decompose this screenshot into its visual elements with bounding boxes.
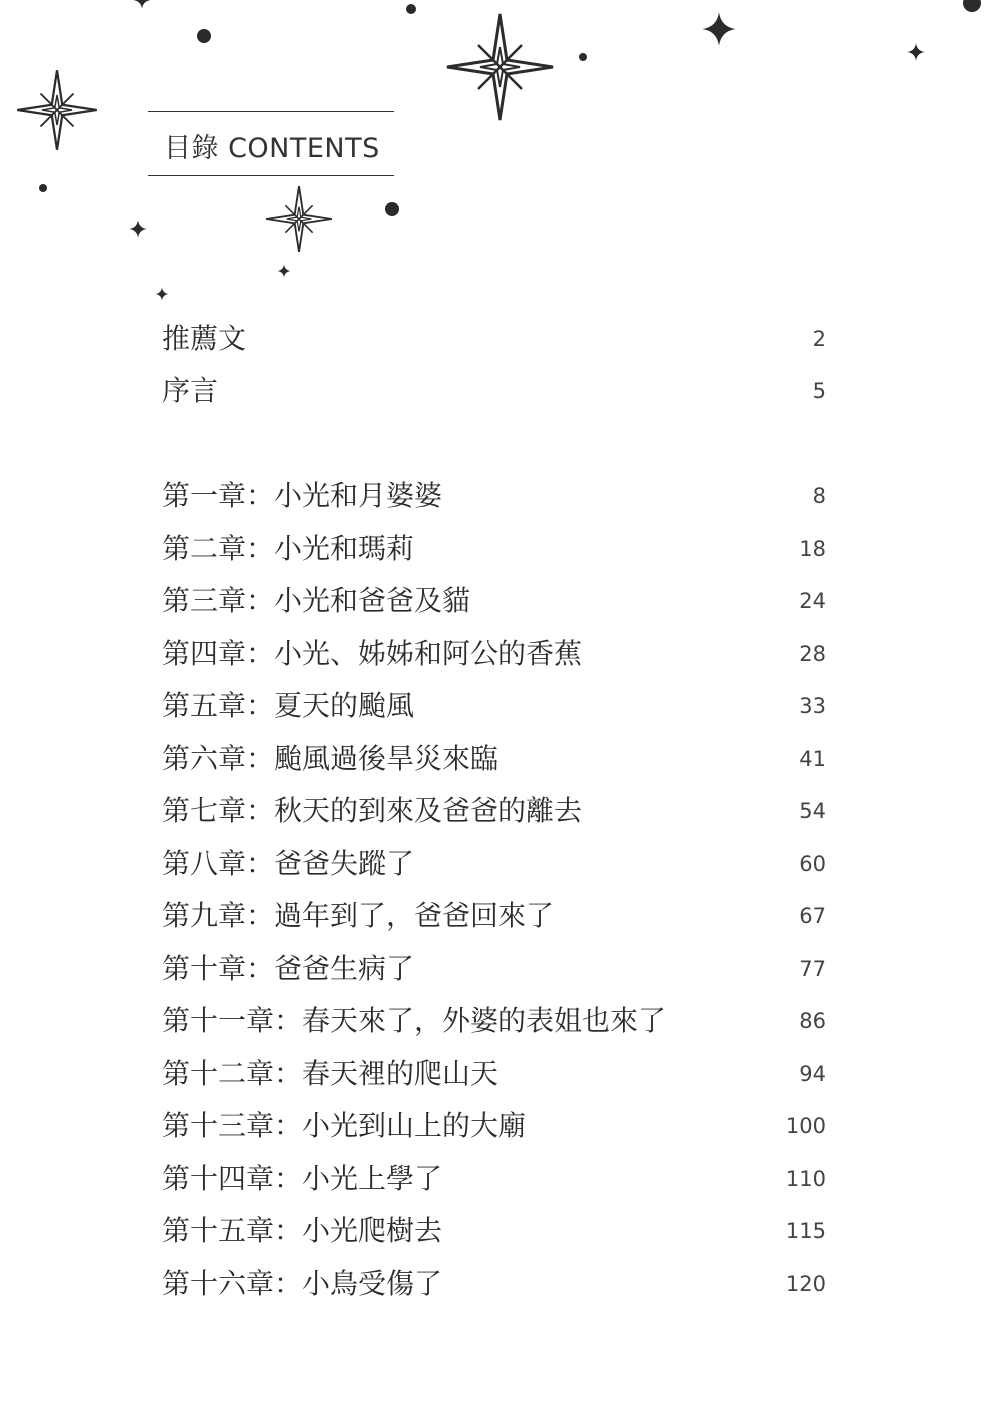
toc-entry-page: 100 (785, 1114, 826, 1138)
toc-entry-title: 第八章：爸爸失蹤了 (162, 847, 415, 880)
toc-entry-title: 第十一章：春天來了，外婆的表姐也來了 (162, 1004, 667, 1037)
toc-entry-page: 120 (785, 1272, 826, 1296)
toc-entry[interactable] (162, 476, 826, 516)
toc-entry[interactable] (162, 1054, 826, 1094)
page-title: 目錄 CONTENTS (164, 133, 380, 164)
toc-entry-page: 41 (799, 747, 826, 771)
toc-entry-title: 第四章：小光、姊姊和阿公的香蕉 (162, 637, 583, 670)
toc-entry-title: 第九章：過年到了，爸爸回來了 (162, 899, 555, 932)
dot-icon (579, 53, 587, 61)
toc-entry-title: 第十章：爸爸生病了 (162, 952, 415, 985)
toc-entry-page: 8 (812, 484, 826, 508)
toc-entry-page: 5 (812, 379, 826, 403)
star-decoration (0, 0, 1000, 360)
compass-star-icon (447, 14, 553, 120)
toc-entry[interactable] (162, 791, 826, 831)
toc-entry-title: 第七章：秋天的到來及爸爸的離去 (162, 794, 583, 827)
toc-entry[interactable] (162, 1159, 826, 1199)
toc-entry-title: 第十二章：春天裡的爬山天 (162, 1057, 499, 1090)
toc-entry[interactable] (162, 739, 826, 779)
toc-entry-title: 序言 (162, 374, 219, 407)
toc-entry[interactable] (162, 686, 826, 726)
compass-star-icon (266, 186, 332, 252)
four-point-star-icon (702, 12, 736, 46)
dot-icon (385, 202, 399, 216)
toc-entry[interactable] (162, 1001, 826, 1041)
four-point-star-icon (133, 0, 151, 9)
toc-entry[interactable] (162, 319, 826, 359)
toc-entry-page: 24 (799, 589, 826, 613)
toc-entry-page: 33 (799, 694, 826, 718)
toc-entry-title: 推薦文 (162, 322, 247, 355)
toc-entry[interactable] (162, 634, 826, 674)
toc-entry-title: 第五章：夏天的颱風 (162, 689, 415, 722)
toc-entry-page: 28 (799, 642, 826, 666)
contents-heading (148, 111, 394, 176)
four-point-star-icon (129, 220, 147, 238)
toc-entry[interactable] (162, 844, 826, 884)
toc-entry[interactable] (162, 1106, 826, 1146)
toc-entry-page: 54 (799, 799, 826, 823)
dot-icon (963, 0, 981, 12)
dot-icon (406, 4, 416, 14)
toc-entry-title: 第十四章：小光上學了 (162, 1162, 443, 1195)
toc-entry-page: 110 (785, 1167, 826, 1191)
toc-entry-page: 18 (799, 537, 826, 561)
toc-entry[interactable] (162, 1264, 826, 1304)
toc-entry-title: 第十六章：小鳥受傷了 (162, 1267, 443, 1300)
toc-entry-title: 第六章：颱風過後旱災來臨 (162, 742, 499, 775)
toc-entry-title: 第一章：小光和月婆婆 (162, 479, 443, 512)
toc-entry-page: 60 (799, 852, 826, 876)
toc-entry-page: 86 (799, 1009, 826, 1033)
toc-entry-title: 第二章：小光和瑪莉 (162, 532, 415, 565)
toc-entry-page: 115 (785, 1219, 826, 1243)
toc-entry-page: 77 (799, 957, 826, 981)
toc-entry[interactable] (162, 896, 826, 936)
toc-entry-title: 第三章：小光和爸爸及貓 (162, 584, 471, 617)
toc-entry-title: 第十三章：小光到山上的大廟 (162, 1109, 527, 1142)
dot-icon (197, 29, 211, 43)
four-point-star-icon (907, 43, 925, 61)
dot-icon (39, 184, 47, 192)
toc-entry-title: 第十五章：小光爬樹去 (162, 1214, 443, 1247)
toc-entry[interactable] (162, 1211, 826, 1251)
toc-entry[interactable] (162, 949, 826, 989)
toc-entry-page: 67 (799, 904, 826, 928)
compass-star-icon (17, 70, 97, 150)
toc-entry-page: 94 (799, 1062, 826, 1086)
toc-entry[interactable] (162, 371, 826, 411)
toc-entry[interactable] (162, 581, 826, 621)
toc-entry[interactable] (162, 529, 826, 569)
toc-entry-page: 2 (812, 327, 826, 351)
four-point-star-icon (156, 288, 169, 301)
four-point-star-icon (278, 265, 291, 278)
